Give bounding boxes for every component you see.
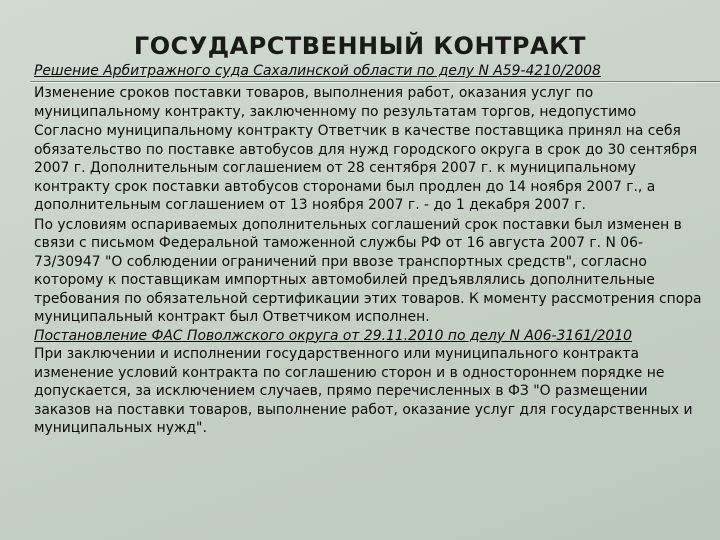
case2-thesis: При заключении и исполнении государственного или муниципального контракта изменение условий контракта по соглашению сторон и в одностороннем порядке не допускается, за исключением случаев, прямо перечисленных в ФЗ "О размещении заказов на поставки товаров, выполнение работ, оказание услуг для государственных и муниципальных нужд". xyxy=(34,346,693,436)
slide-body xyxy=(34,62,702,438)
case1-facts-paragraph: Согласно муниципальному контракту Ответчик в качестве поставщика принял на себя обязательство по поставке автобусов для нужд городского округа в срок до 30 сентября 2007 г. Дополнительным соглашением от 28 сентября 2007 г. к муниципальному контракту срок поставки автобусов сторонами был продлен до 14 ноября 2007 г., а дополнительным соглашением от 13 ноября 2007 г. - до 1 декабря 2007 г. xyxy=(34,123,698,213)
case1-conditions-paragraph: По условиям оспариваемых дополнительных соглашений срок поставки был изменен в связи с письмом Федеральной таможенной службы РФ от 16 августа 2007 г. N 06-73/30947 "О соблюдении ограничений при ввозе транспортных средств", согласно которому к поставщикам импортных автомобилей предъявлялись дополнительные требования по обязательной сертификации этих товаров. К моменту рассмотрения спора муниципальный контракт был Ответчиком исполнен. xyxy=(34,216,702,325)
fas-resolution-link-a06[interactable]: Постановление ФАС Поволжского округа от 29.11.2010 по делу N А06-3161/2010 xyxy=(34,327,632,344)
case1-thesis: Изменение сроков поставки товаров, выполнения работ, оказания услуг по муниципальному контракту, заключенному по результатам торгов, недопустимо xyxy=(34,85,637,120)
slide-title: ГОСУДАРСТВЕННЫЙ КОНТРАКТ xyxy=(133,32,587,60)
court-decision-link-a59[interactable]: Решение Арбитражного суда Сахалинской области по делу N А59-4210/2008 xyxy=(34,63,601,79)
